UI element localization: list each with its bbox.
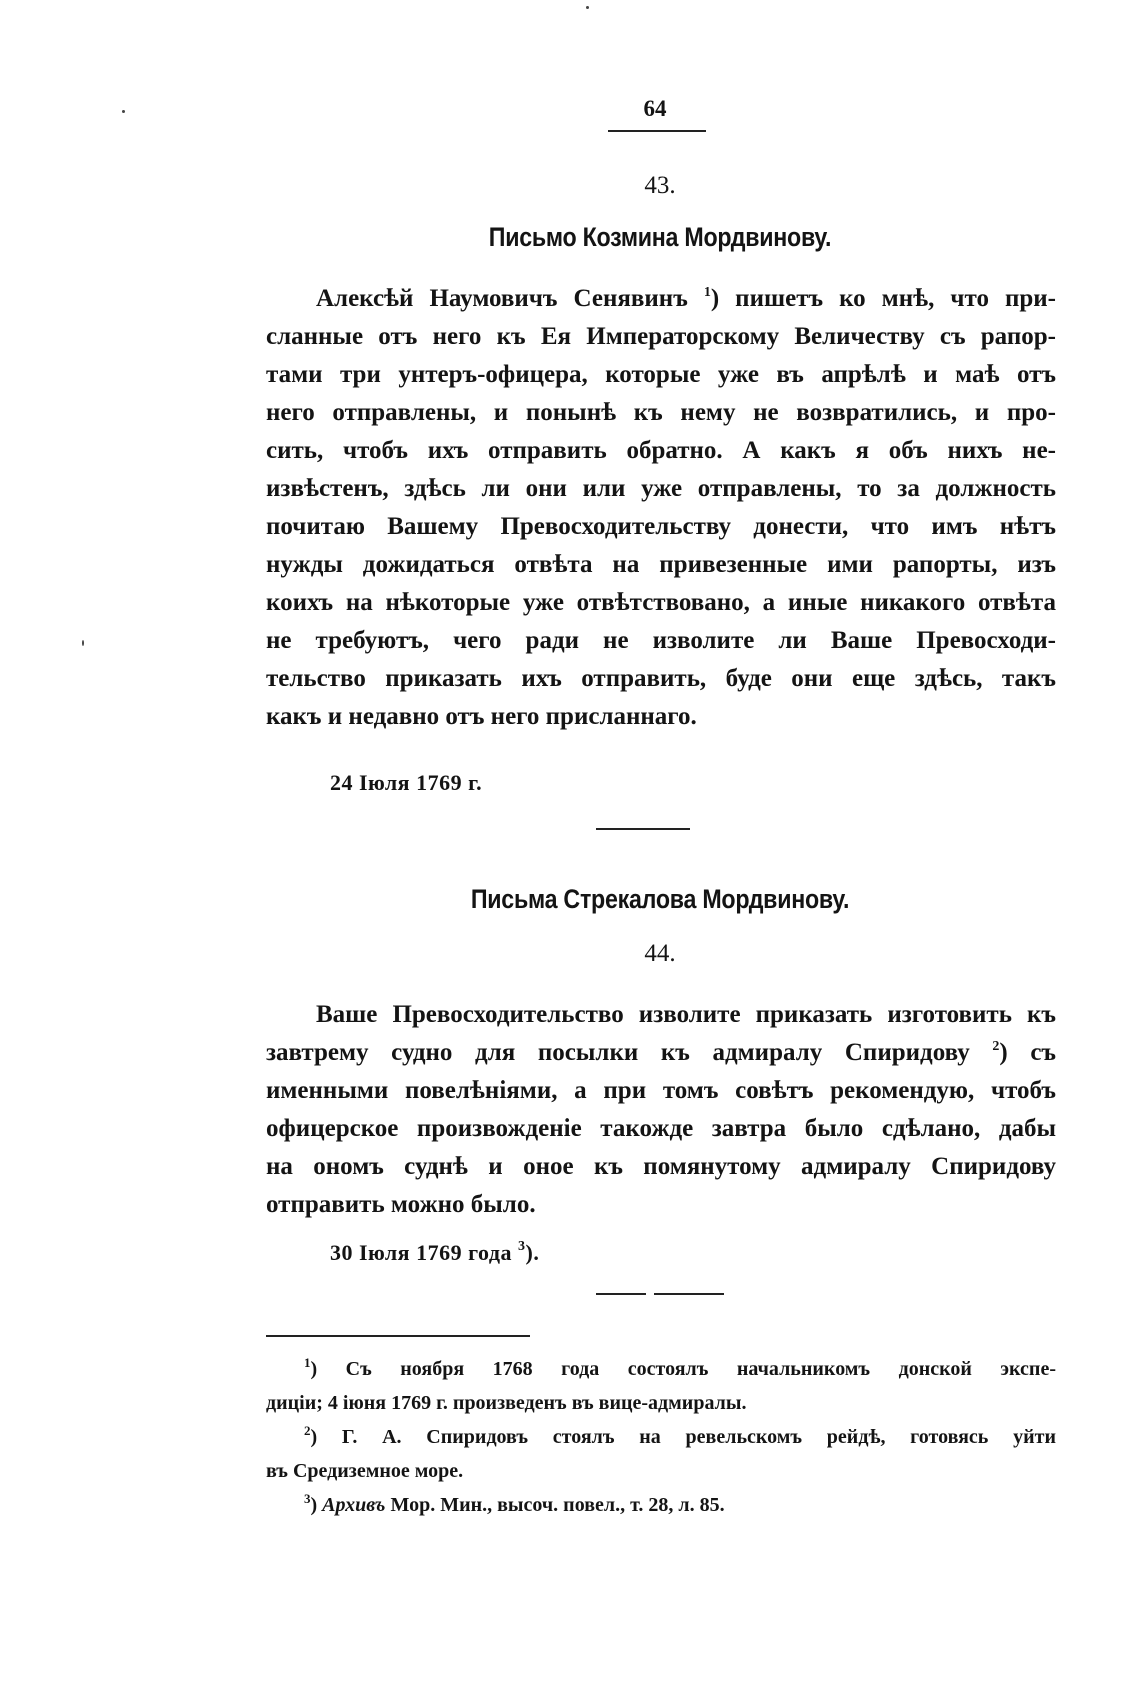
- footnote-3-source: Архивъ: [322, 1494, 386, 1516]
- page-number: 64: [643, 96, 667, 121]
- section-title: Письма Стрекалова Мордвинову.: [470, 884, 850, 914]
- letter-44-line-2: завтрему судно для посылки къ адмиралу Спиридову $^2$) съ: [266, 1039, 1056, 1066]
- footnotes: [266, 1352, 1056, 1522]
- letter-43-line-2: сланные отъ него къ Ея Императорскому Величеству съ рапор-: [266, 323, 1056, 350]
- letter-43-line-11: тельство приказать ихъ отправить, буде они еще здѣсь, такъ: [266, 665, 1056, 692]
- footnote-ref-3: 3: [518, 1239, 526, 1254]
- footnote-3-line-1: $^3$) Архивъ Мор. Мин., высоч. повел., т. 28, л. 85.: [304, 1491, 725, 1516]
- letter-43-title: Письмо Козмина Мордвинову.: [488, 222, 832, 252]
- letter-43-line-4: него отправлены, и понынѣ къ нему не возвратились, и про-: [266, 399, 1056, 426]
- letter-43-line-5: сить, чтобъ ихъ отправить обратно. А какъ я объ нихъ не-: [266, 437, 1056, 464]
- footnote-ref-1: 1: [703, 285, 711, 300]
- scan-speck: [122, 110, 125, 113]
- letter-44-line-1: Ваше Превосходительство изволите приказать изготовить къ: [316, 1001, 1056, 1028]
- footnote-1-line-2: диціи; 4 іюня 1769 г. произведенъ въ вице-адмиралы.: [266, 1392, 747, 1414]
- letter-44-body: [266, 996, 1056, 1224]
- footnote-1-line-1: $^1$) Съ ноября 1768 года состоялъ начальникомъ донской экспе-: [304, 1355, 1056, 1380]
- letter-44-number: 44.: [644, 940, 676, 967]
- letter-44-line-6: отправить можно было.: [266, 1191, 536, 1218]
- section-separator-2b: [654, 1293, 724, 1295]
- letter-43-line-6: извѣстенъ, здѣсь ли они или уже отправлены, то за должность: [266, 475, 1056, 502]
- letter-43-date: 24 Іюля 1769 г.: [330, 770, 483, 795]
- letter-43-line-10: не требуютъ, чего ради не изволите ли Ваше Превосходи-: [266, 627, 1056, 654]
- letter-43-line-3: тами три унтеръ-офицера, которые уже въ апрѣлѣ и маѣ отъ: [266, 361, 1056, 388]
- letter-43-line-7: почитаю Вашему Превосходительству донести, что имъ нѣтъ: [266, 513, 1056, 540]
- letter-43-line-12: какъ и недавно отъ него присланнаго.: [266, 703, 697, 730]
- letter-44-date: 30 Іюля 1769 года $^3$).: [330, 1239, 540, 1265]
- letter-43-line-9: коихъ на нѣкоторые уже отвѣтствовано, а иные никакого отвѣта: [266, 589, 1056, 616]
- footnote-ref-2: 2: [992, 1039, 1000, 1054]
- footnote-2-line-2: въ Средиземное море.: [266, 1460, 464, 1482]
- letter-43-line-1: Алексѣй Наумовичъ Сенявинъ $^1$) пишетъ ко мнѣ, что при-: [316, 285, 1057, 312]
- scan-speck: [586, 6, 589, 9]
- letter-44-line-4: офицерское произвожденіе такожде завтра было сдѣлано, дабы: [266, 1115, 1056, 1142]
- letter-44-line-5: на ономъ суднѣ и оное къ помянутому адмиралу Спиридову: [266, 1153, 1056, 1180]
- page-number-underline: [608, 130, 706, 132]
- letter-44-line-3: именными повелѣніями, а при томъ совѣтъ рекомендую, чтобъ: [266, 1077, 1056, 1104]
- letter-43-body: [266, 280, 1056, 736]
- section-separator-1: [596, 828, 690, 830]
- letter-43-line-8: нужды дожидаться отвѣта на привезенные ими рапорты, изъ: [266, 551, 1056, 578]
- footnote-rule: [266, 1335, 530, 1337]
- letter-43-number: 43.: [644, 172, 676, 199]
- footnote-2-line-1: $^2$) Г. А. Спиридовъ стоялъ на ревельскомъ рейдѣ, готовясь уйти: [304, 1423, 1056, 1448]
- scan-speck: [82, 640, 84, 646]
- section-separator-2a: [596, 1293, 646, 1295]
